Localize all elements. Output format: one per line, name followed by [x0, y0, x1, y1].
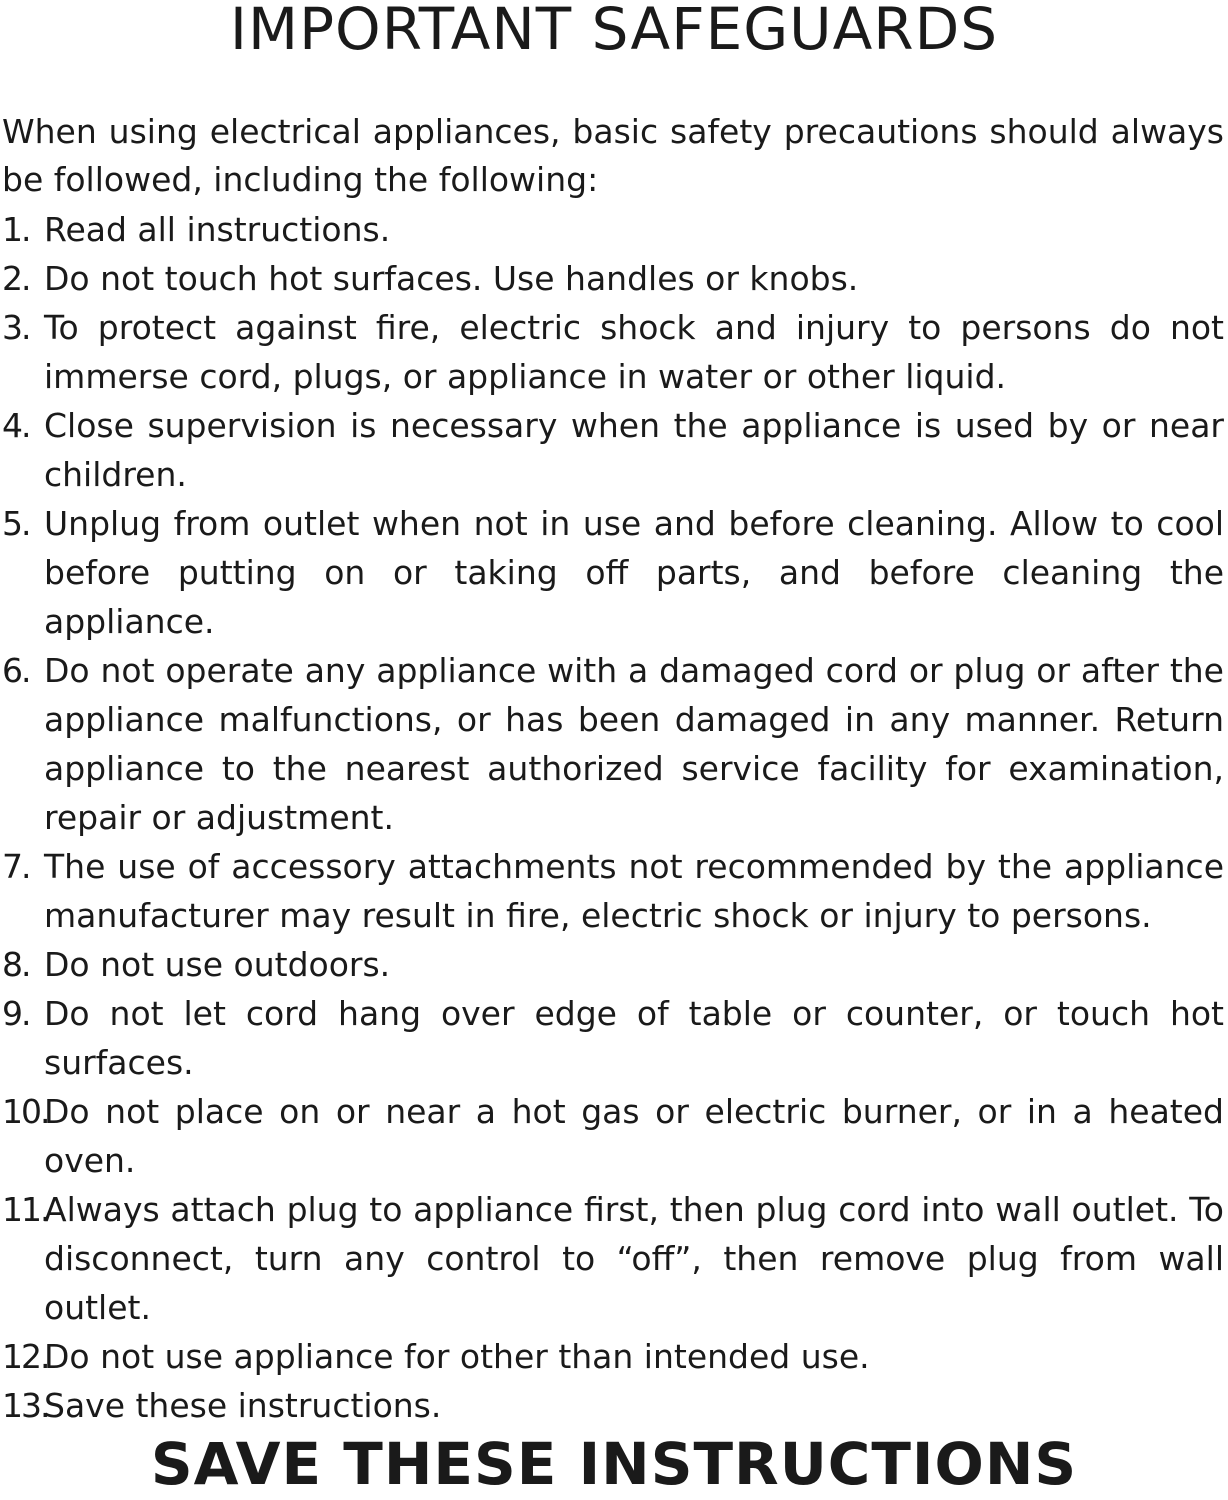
item-number: 4.: [2, 406, 30, 445]
list-item: [2, 1381, 1224, 1430]
item-text: Unplug from outlet when not in use and before cleaning. Allow to cool before putting on or taking off parts, and before cleaning the appliance.: [44, 504, 1224, 641]
list-item: [2, 205, 1224, 254]
item-number: 5.: [2, 504, 30, 543]
item-number: 8.: [2, 945, 30, 984]
item-text: Do not place on or near a hot gas or electric burner, or in a heated oven.: [44, 1092, 1224, 1180]
item-number: 11.: [2, 1190, 49, 1229]
item-number: 9.: [2, 994, 30, 1033]
item-text: Do not operate any appliance with a damaged cord or plug or after the appliance malfunctions, or has been damaged in any manner. Return appliance to the nearest authorized service facility for examination, repair or adjustment.: [44, 651, 1224, 837]
list-item: [2, 842, 1224, 940]
item-text: Do not use appliance for other than intended use.: [44, 1337, 870, 1376]
item-text: Read all instructions.: [44, 210, 391, 249]
item-number: 6.: [2, 651, 30, 690]
intro-paragraph: When using electrical appliances, basic safety precautions should always be followed, including the following:: [2, 112, 1224, 199]
list-item: [2, 1185, 1224, 1332]
item-text: To protect against fire, electric shock and injury to persons do not immerse cord, plugs, or appliance in water or other liquid.: [44, 308, 1224, 396]
item-number: 12.: [2, 1337, 49, 1376]
list-item: [2, 646, 1224, 842]
list-item: [2, 499, 1224, 646]
footer-heading: SAVE THESE INSTRUCTIONS: [150, 1430, 1078, 1498]
list-item: [2, 254, 1224, 303]
safeguards-list: [2, 205, 1224, 1430]
item-text: The use of accessory attachments not recommended by the appliance manufacturer may result in fire, electric shock or injury to persons.: [44, 847, 1224, 935]
item-number: 13.: [2, 1386, 49, 1425]
page-title: IMPORTANT SAFEGUARDS: [229, 0, 999, 63]
item-text: Do not use outdoors.: [44, 945, 391, 984]
list-item: [2, 940, 1224, 989]
item-text: Save these instructions.: [44, 1386, 442, 1425]
item-text: Do not touch hot surfaces. Use handles or knobs.: [44, 259, 859, 298]
item-number: 7.: [2, 847, 30, 886]
list-item: [2, 989, 1224, 1087]
list-item: [2, 401, 1224, 499]
item-number: 2.: [2, 259, 30, 298]
item-text: Always attach plug to appliance first, then plug cord into wall outlet. To disconnect, turn any control to “off”, then remove plug from wall outlet.: [44, 1190, 1224, 1327]
item-number: 1.: [2, 210, 30, 249]
list-item: [2, 1087, 1224, 1185]
item-text: Close supervision is necessary when the appliance is used by or near children.: [44, 406, 1224, 494]
list-item: [2, 303, 1224, 401]
list-item: [2, 1332, 1224, 1381]
item-number: 3.: [2, 308, 30, 347]
item-number: 10.: [2, 1092, 49, 1131]
item-text: Do not let cord hang over edge of table or counter, or touch hot surfaces.: [44, 994, 1224, 1082]
